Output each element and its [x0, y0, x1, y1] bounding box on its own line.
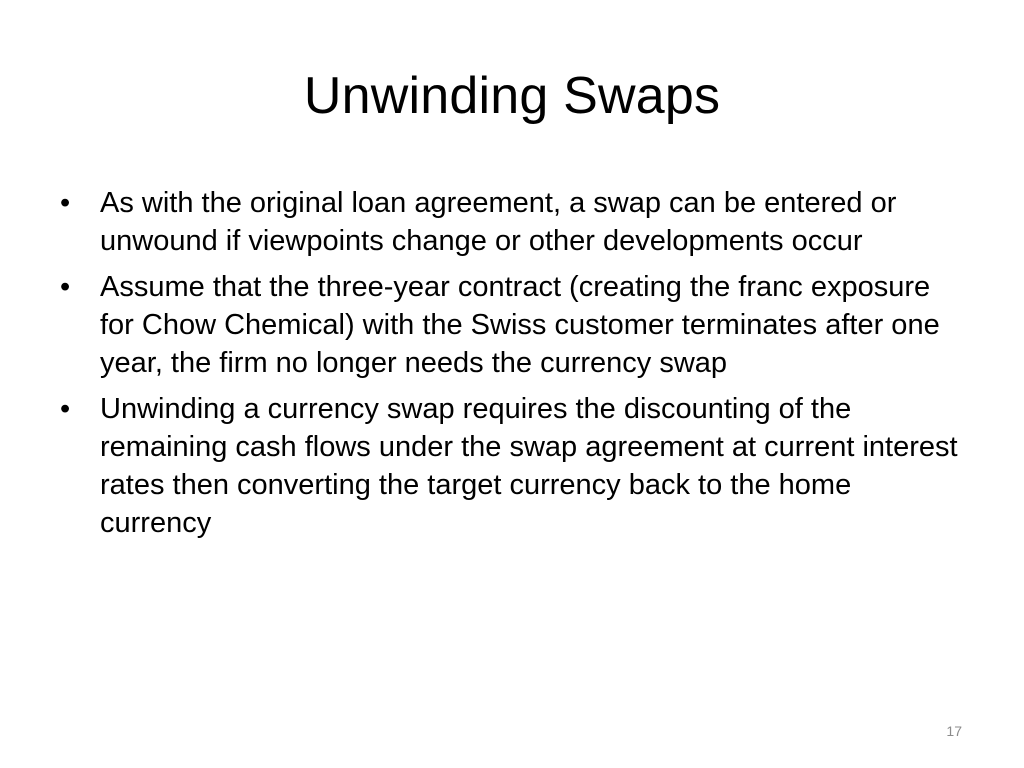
bullet-marker-icon: • [60, 271, 71, 303]
bullet-list [56, 184, 968, 550]
bullet-text: Assume that the three-year contract (creating the franc exposure for Chow Chemical) with the Swiss customer terminates after one year, the firm no longer needs the currency swap [100, 271, 940, 379]
bullet-item [56, 184, 968, 260]
slide-title: Unwinding Swaps [303, 67, 721, 125]
bullet-item [56, 268, 968, 382]
bullet-text: Unwinding a currency swap requires the discounting of the remaining cash flows under the swap agreement at current interest rates then converting the target currency back to the home currency [100, 393, 958, 539]
bullet-marker-icon: • [60, 393, 71, 425]
slide-number: 17 [946, 723, 962, 739]
bullet-item [56, 390, 968, 542]
bullet-marker-icon: • [60, 187, 71, 219]
bullet-text: As with the original loan agreement, a swap can be entered or unwound if viewpoints change or other developments occur [100, 187, 897, 257]
